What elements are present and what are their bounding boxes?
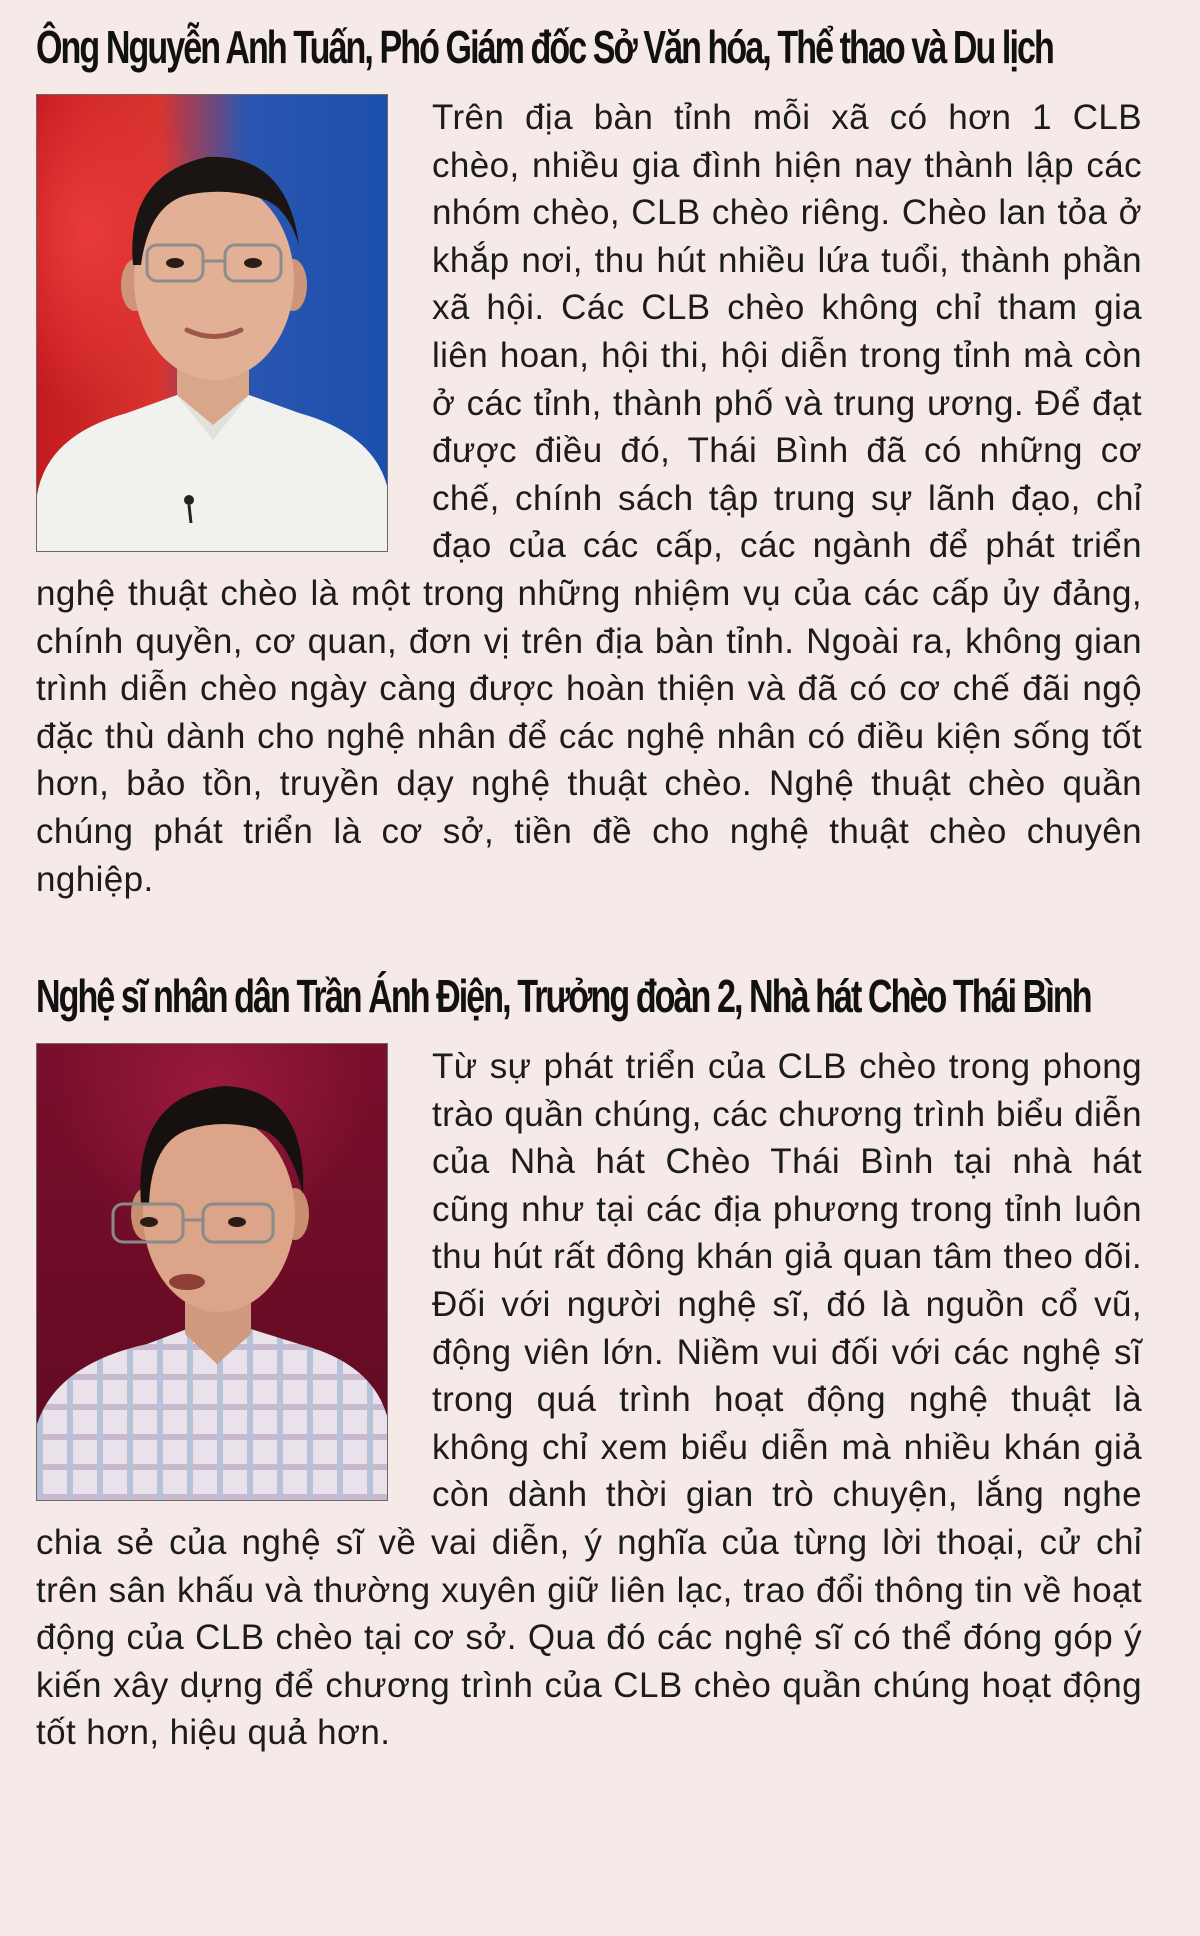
article-page xyxy=(36,0,1142,1757)
portrait-illustration-2 xyxy=(37,1044,388,1501)
interview-section-2 xyxy=(36,963,1142,1757)
interview-section-1 xyxy=(36,14,1142,903)
speaker-heading-1: Ông Nguyễn Anh Tuấn, Phó Giám đốc Sở Văn hóa, Thể thao và Du lịch xyxy=(36,21,1053,73)
interview-quote-2: Từ sự phát triển của CLB chèo trong phong trào quần chúng, các chương trình biểu diễn của Nhà hát Chèo Thái Bình tại nhà hát cũng như tại các địa phương trong tỉnh luôn thu hút rất đông khán giả quan tâm theo dõi. Đối với người nghệ sĩ, đó là nguồn cổ vũ, động viên lớn. Niềm vui đối với các nghệ sĩ trong quá trình hoạt động nghệ thuật là không chỉ xem biểu diễn mà nhiều khán giả còn dành thời gian trò chuyện, lắng nghe chia sẻ của nghệ sĩ về vai diễn, ý nghĩa của từng lời thoại, cử chỉ trên sân khấu và thường xuyên giữ liên lạc, trao đổi thông tin về hoạt động của CLB chèo tại cơ sở. Qua đó các nghệ sĩ có thể đóng góp ý kiến xây dựng để chương trình của CLB chèo quần chúng hoạt động tốt hơn, hiệu quả hơn. xyxy=(36,1047,1142,1753)
portrait-photo-2 xyxy=(36,1043,388,1501)
portrait-illustration-1 xyxy=(37,95,388,552)
portrait-photo-1 xyxy=(36,94,388,552)
interview-quote-1: Trên địa bàn tỉnh mỗi xã có hơn 1 CLB chèo, nhiều gia đình hiện nay thành lập các nhóm chèo, CLB chèo riêng. Chèo lan tỏa ở khắp nơi, thu hút nhiều lứa tuổi, thành phần xã hội. Các CLB chèo không chỉ tham gia liên hoan, hội thi, hội diễn trong tỉnh mà còn ở các tỉnh, thành phố và trung ương. Để đạt được điều đó, Thái Bình đã có những cơ chế, chính sách tập trung sự lãnh đạo, chỉ đạo của các cấp, các ngành để phát triển nghệ thuật chèo là một trong những nhiệm vụ của các cấp ủy đảng, chính quyền, cơ quan, đơn vị trên địa bàn tỉnh. Ngoài ra, không gian trình diễn chèo ngày càng được hoàn thiện và đã có cơ chế đãi ngộ đặc thù dành cho nghệ nhân để các nghệ nhân có điều kiện sống tốt hơn, bảo tồn, truyền dạy nghệ thuật chèo. Nghệ thuật chèo quần chúng phát triển là cơ sở, tiền đề cho nghệ thuật chèo chuyên nghiệp. xyxy=(36,98,1142,899)
speaker-heading-2: Nghệ sĩ nhân dân Trần Ánh Điện, Trưởng đoàn 2, Nhà hát Chèo Thái Bình xyxy=(36,970,1091,1023)
